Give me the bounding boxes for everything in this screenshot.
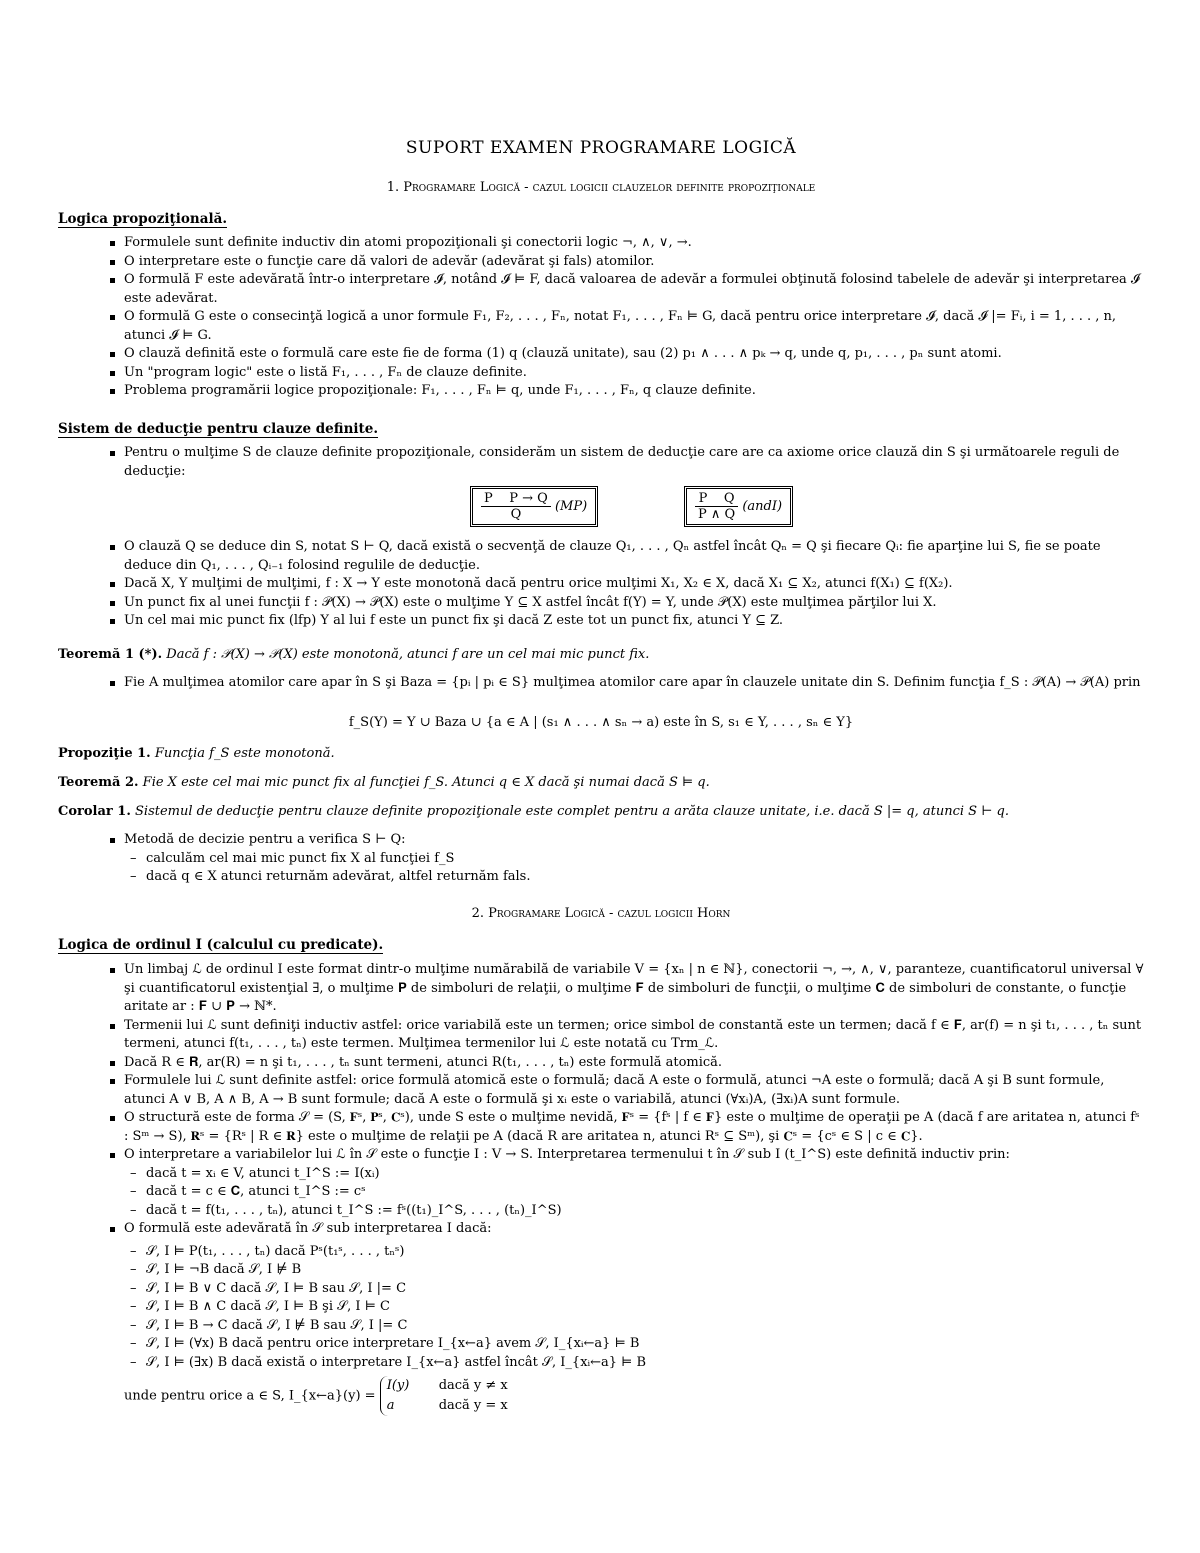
teorema-1-label: Teoremă 1 (*).: [58, 647, 163, 662]
list-item: O formulă G este o consecinţă logică a unor formule F₁, F₂, . . . , Fₙ, notat F₁, . . . , Fₙ ⊨ G, dacă pentru orice interpretare 𝓘, dacă 𝓘 |= Fᵢ, i = 1, . . . , n, atunci 𝓘 ⊨ G.: [124, 308, 1144, 345]
list-item: O interpretare este o funcţie care dă valori de adevăr (adevărat şi fals) atomilor.: [124, 253, 1144, 272]
teorema-1: [58, 646, 1144, 664]
rule-mp-premises: P P → Q: [481, 491, 551, 507]
list-item: – dacă q ∈ X atunci returnăm adevărat, altfel returnăm fals.: [146, 868, 1144, 887]
list-item: Un cel mai mic punct fix (lfp) Y al lui f este un punct fix şi dacă Z este tot un punct fix, atunci Y ⊆ Z.: [124, 612, 1144, 631]
sub2-intro: [58, 444, 1144, 481]
rule-andi-premises: P Q: [695, 491, 738, 507]
page-title: SUPORT EXAMEN PROGRAMARE LOGICĂ: [405, 138, 797, 158]
section1-heading: 1. Programare Logică - cazul logicii clauzelor definite propoziţionale: [386, 180, 816, 195]
rule-andi-conclusion: P ∧ Q: [698, 507, 736, 522]
corolar-1: [58, 803, 1144, 821]
fs-definition: [58, 674, 1144, 693]
list-item: – 𝒮, I ⊨ (∀x) B dacă pentru orice interpretare I_{x←a} avem 𝒮, I_{xᵢ←a} ⊨ B: [146, 1335, 1144, 1354]
list-item: Dacă X, Y mulţimi de mulţimi, f : X → Y este monotonă dacă pentru orice mulţimi X₁, X₂ ∈ X, dacă X₁ ⊆ X₂, atunci f(X₁) ⊆ f(X₂).: [124, 575, 1144, 594]
rule-andi: [684, 486, 793, 527]
corolar-1-text: Sistemul de deducţie pentru clauze definite propoziţionale este complet pentru a arăta clauze unitate, i.e. dacă S |= q, atunci S ⊢ q.: [135, 804, 1009, 819]
list-item: O clauză definită este o formulă care este fie de forma (1) q (clauză unitate), sau (2) p₁ ∧ . . . ∧ pₖ → q, unde q, p₁, . . . , pₙ sunt atomi.: [124, 345, 1144, 364]
deduction-rules: [58, 486, 1144, 534]
list-item: – 𝒮, I ⊨ B → C dacă 𝒮, I ⊭ B sau 𝒮, I |= C: [146, 1317, 1144, 1336]
list-item: – dacă t = f(t₁, . . . , tₙ), atunci t_I^S := fˢ((t₁)_I^S, . . . , (tₙ)_I^S): [146, 1202, 1144, 1221]
sub2-heading: Sistem de deducţie pentru clauze definite.: [58, 421, 379, 437]
sub3-heading: Logica de ordinul I (calculul cu predicate).: [58, 937, 384, 953]
sub3-list: [58, 961, 1144, 1416]
list-item: O clauză Q se deduce din S, notat S ⊢ Q, dacă există o secvenţă de clauze Q₁, . . . , Qₙ astfel încât Qₙ = Q şi fiecare Qᵢ: fie aparţine lui S, fie se poate deduce din Q₁, . . . , Qᵢ₋₁ folosind regulile de deducţie.: [124, 538, 1144, 575]
cases-brace: [380, 1376, 508, 1416]
list-item: – dacă t = c ∈ 𝐂, atunci t_I^S := cˢ: [146, 1183, 1144, 1202]
list-item: – 𝒮, I ⊨ (∃x) B dacă există o interpretare I_{x←a} astfel încât 𝒮, I_{xᵢ←a} ⊨ B: [146, 1354, 1144, 1373]
list-item: Metodă de decizie pentru a verifica S ⊢ Q:: [124, 831, 1144, 850]
teorema-1-text: Dacă f : 𝒫(X) → 𝒫(X) este monotonă, atunci f are un cel mai mic punct fix.: [166, 647, 650, 662]
unde-text: unde pentru orice a ∈ S, I_{x←a}(y) =: [124, 1388, 376, 1404]
case-2-value: a: [386, 1398, 395, 1413]
list-item: Fie A mulţimea atomilor care apar în S şi Baza = {pᵢ | pᵢ ∈ S} mulţimea atomilor care apar în clauzele unitate din S. Definim funcţia f_S : 𝒫(A) → 𝒫(A) prin: [124, 674, 1144, 693]
list-item: – dacă t = xᵢ ∈ V, atunci t_I^S := I(xᵢ): [146, 1165, 1144, 1184]
list-item: O structură este de forma 𝒮 = (S, 𝐅ˢ, 𝐏ˢ, 𝐂ˢ), unde S este o mulţime nevidă, 𝐅ˢ = {fˢ | f ∈ 𝐅} este o mulţime de operaţii pe A (dacă f are aritatea n, atunci fˢ : Sᵐ → S), 𝐑ˢ = {Rˢ | R ∈ 𝐑} este o mulţime de relaţii pe A (dacă R are aritatea n, atunci Rˢ ⊆ Sᵐ), şi 𝐂ˢ = {cˢ ∈ S | c ∈ 𝐂}.: [124, 1109, 1144, 1146]
sub1-list: [58, 234, 1144, 401]
fs-formula: f_S(Y) = Y ∪ Baza ∪ {a ∈ A | (s₁ ∧ . . . ∧ sₙ → a) este în S, s₁ ∈ Y, . . . , sₙ ∈ Y}: [348, 715, 854, 730]
section2-heading: 2. Programare Logică - cazul logicii Horn: [471, 906, 731, 921]
list-item: – 𝒮, I ⊨ B ∨ C dacă 𝒮, I ⊨ B sau 𝒮, I |= C: [146, 1280, 1144, 1299]
list-item: – calculăm cel mai mic punct fix X al funcţiei f_S: [146, 850, 1144, 869]
rule-andi-label: (andI): [742, 499, 783, 514]
list-item: Problema programării logice propoziţionale: F₁, . . . , Fₙ ⊨ q, unde F₁, . . . , Fₙ, q clauze definite.: [124, 382, 1144, 401]
case-2-condition: dacă y = x: [438, 1398, 508, 1413]
list-item: – 𝒮, I ⊨ B ∧ C dacă 𝒮, I ⊨ B şi 𝒮, I ⊨ C: [146, 1298, 1144, 1317]
rule-mp-label: (MP): [554, 499, 588, 514]
teorema-2: [58, 774, 1144, 792]
list-item: O interpretare a variabilelor lui ℒ în 𝒮 este o funcţie I : V → S. Interpretarea termenului t în 𝒮 sub I (t_I^S) este definită inductiv prin:: [124, 1146, 1144, 1165]
interpretation-update: [58, 1376, 1144, 1416]
list-item: Dacă R ∈ 𝐑, ar(R) = n şi t₁, . . . , tₙ sunt termeni, atunci R(t₁, . . . , tₙ) este formulă atomică.: [124, 1054, 1144, 1073]
list-item: Un punct fix al unei funcţii f : 𝒫(X) → 𝒫(X) este o mulţime Y ⊆ X astfel încât f(Y) = Y, unde 𝒫(X) este mulţimea părţilor lui X.: [124, 594, 1144, 613]
teorema-2-text: Fie X este cel mai mic punct fix al funcţiei f_S. Atunci q ∈ X dacă şi numai dacă S ⊨ q.: [142, 775, 710, 790]
sub1-heading: Logica propoziţională.: [58, 211, 228, 227]
list-item: Un limbaj ℒ de ordinul I este format dintr-o mulţime numărabilă de variabile V = {xₙ | n ∈ ℕ}, conectorii ¬, →, ∧, ∨, paranteze, cuantificatorul universal ∀ şi cuantificatorul existenţial ∃, o mulţime 𝐏 de simboluri de relaţii, o mulţime 𝐅 de simboluri de funcţii, o mulţime 𝐂 de simboluri de constante, o funcţie aritate ar : 𝐅 ∪ 𝐏 → ℕ*.: [124, 961, 1144, 1017]
list-item: Un "program logic" este o listă F₁, . . . , Fₙ de clauze definite.: [124, 364, 1144, 383]
propozitie-1-text: Funcţia f_S este monotonă.: [154, 746, 335, 761]
list-item: – 𝒮, I ⊨ P(t₁, . . . , tₙ) dacă Pˢ(t₁ˢ, . . . , tₙˢ): [146, 1243, 1144, 1262]
corolar-1-label: Corolar 1.: [58, 804, 131, 819]
list-item: Termenii lui ℒ sunt definiţi inductiv astfel: orice variabilă este un termen; orice simbol de constantă este un termen; dacă f ∈ 𝐅, ar(f) = n şi t₁, . . . , tₙ sunt termeni, atunci f(t₁, . . . , tₙ) este termen. Mulţimea termenilor lui ℒ este notată cu Trm_ℒ.: [124, 1017, 1144, 1054]
case-1-value: I(y): [386, 1378, 410, 1393]
metoda-decizie: [58, 831, 1144, 887]
list-item: O formulă F este adevărată într-o interpretare 𝓘, notând 𝓘 ⊨ F, dacă valoarea de adevăr a formulei obţinută folosind tabelele de adevăr şi interpretarea 𝓘 este adevărat.: [124, 271, 1144, 308]
teorema-2-label: Teoremă 2.: [58, 775, 139, 790]
propozitie-1: [58, 745, 1144, 763]
rule-mp-conclusion: Q: [510, 507, 522, 522]
list-item: Pentru o mulţime S de clauze definite propoziţionale, considerăm un sistem de deducţie care are ca axiome orice clauză din S şi următoarele reguli de deducţie:: [124, 444, 1144, 481]
propozitie-1-label: Propoziţie 1.: [58, 746, 151, 761]
list-item: – 𝒮, I ⊨ ¬B dacă 𝒮, I ⊭ B: [146, 1261, 1144, 1280]
sub2-list: [58, 538, 1144, 631]
list-item: Formulele lui ℒ sunt definite astfel: orice formulă atomică este o formulă; dacă A este o formulă, atunci ¬A este o formulă; dacă A şi B sunt formule, atunci A ∨ B, A ∧ B, A → B sunt formule; dacă A este o formulă şi xᵢ este o variabilă, atunci (∀xᵢ)A, (∃xᵢ)A sunt formule.: [124, 1072, 1144, 1109]
case-1-condition: dacă y ≠ x: [438, 1378, 508, 1393]
list-item: O formulă este adevărată în 𝒮 sub interpretarea I dacă:: [124, 1220, 1144, 1239]
rule-mp: [470, 486, 598, 527]
list-item: Formulele sunt definite inductiv din atomi propoziţionali şi conectorii logic ¬, ∧, ∨, →.: [124, 234, 1144, 253]
